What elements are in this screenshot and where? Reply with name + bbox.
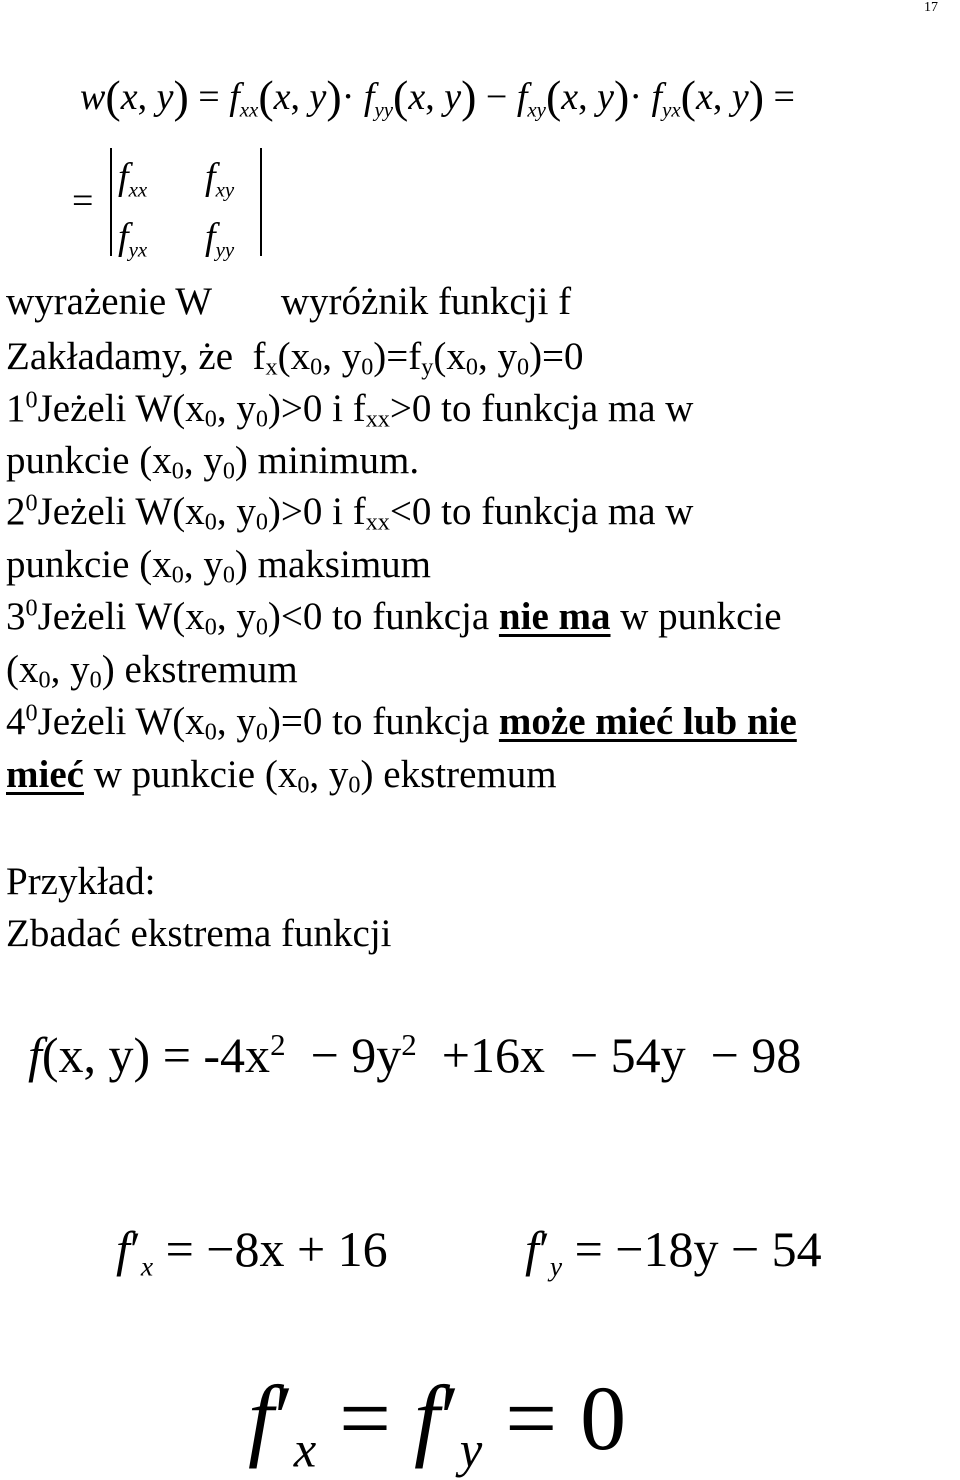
det-cell-fyx: fyx (118, 216, 148, 262)
condition-1-line2: punkcie ($x_0$, $y_0$) minimum. (6, 439, 420, 485)
line-wyrazenie: wyrażenie W wyróżnik funkcji f (6, 280, 572, 323)
condition-3: $3^0Jeżeli$ $W(x_0$, $y_0)<0$ to funkcja nie ma w punkcie (6, 594, 782, 641)
derivative-fy: f′y = −18y − 54 (525, 1221, 822, 1282)
example-task: Zbadać ekstrema funkcji (6, 912, 392, 955)
condition-2: $2^0Jeżeli$ $W(x_0$, $y_0)>0$ i $f_{xx}<0$ to funkcja ma w (6, 489, 694, 536)
det-cell-fxy: fxy (205, 156, 235, 202)
stationary-condition: f′x = f′y = 0 (248, 1367, 627, 1478)
condition-3-line2: ($x_0$, $y_0$) ekstremum (6, 648, 298, 694)
condition-4: $4^0Jeżeli$ $W(x_0$, $y_0)=0$ to funkcja może mieć lub nie (6, 699, 797, 746)
discriminant-definition: w(x, y) = fxx(x, y)· fyy(x, y) − fxy(x, y)· fyx(x, y) = (80, 71, 795, 122)
det-cell-fyy: fyy (205, 216, 235, 262)
condition-4-line2: mieć w punkcie ($x_0$, $y_0$) ekstremum (6, 753, 557, 799)
condition-1: $1^0Jeżeli$ $W(x_0$, $y_0)>0$ i $f_{xx}>0$ to funkcja ma w (6, 386, 694, 433)
example-function: f(x, $y) = -4x^2 - 9y^2 +16x - 54y - 98$ (28, 1026, 802, 1083)
det-cell-fxx: fxx (118, 156, 148, 202)
example-label: Przykład: (6, 860, 156, 903)
condition-2-line2: punkcie ($x_0$, $y_0$) maksimum (6, 543, 431, 589)
determinant-eq: = (72, 180, 94, 222)
determinant-right-bar (260, 148, 262, 256)
page-number: 17 (924, 0, 938, 15)
derivative-fx: f′x = −8x + 16 (116, 1221, 388, 1282)
determinant-left-bar (110, 148, 112, 256)
line-assumption: Zakładamy, że $f_x(x_0$, $y_0)=f_y(x_0$, $y_0)=0$ (6, 335, 584, 381)
